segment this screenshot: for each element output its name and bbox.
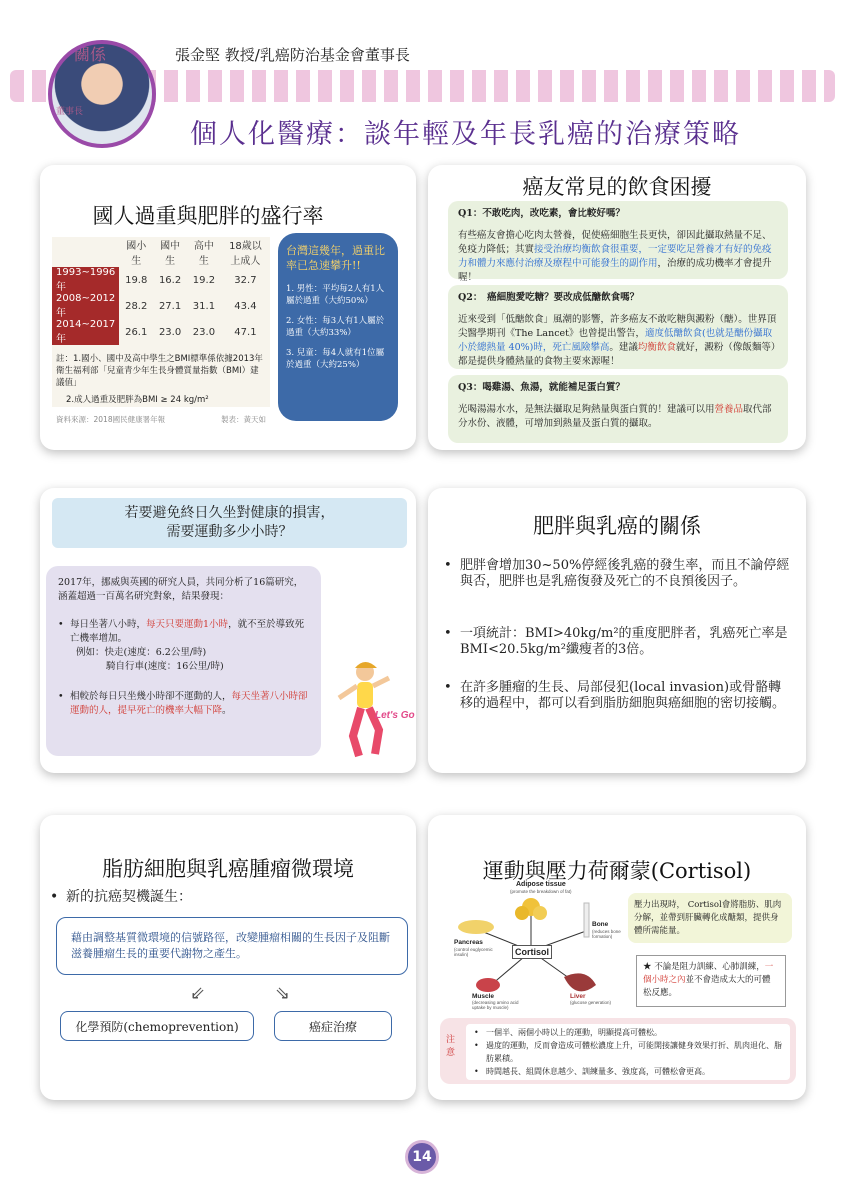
- caution-panel: [440, 1018, 796, 1084]
- caution-item: • 時間越長、組間休息越少、訓練量多、強度高，可體松會更高。: [474, 1067, 710, 1076]
- finding-highlight: 每天只要運動1小時: [146, 619, 229, 630]
- callout-item: 2. 女性：每3人有1人屬於過重（大約33%）: [286, 316, 385, 338]
- exercise-duration-note: [636, 955, 786, 1007]
- table-maker: 製表：黃天如: [221, 415, 266, 424]
- label-bone: Bone: [592, 921, 609, 928]
- card3-title: [52, 498, 407, 548]
- lets-go-badge: Let's Go: [375, 710, 415, 721]
- label-muscle-sub: (decreasing amino acid uptake by muscle): [472, 1000, 519, 1010]
- cortisol-diagram: [436, 881, 626, 1013]
- author-name: 張金堅 教授/乳癌防治基金會董事長: [175, 46, 410, 64]
- table-cell: 27.1: [158, 300, 182, 312]
- question-3: Q3：喝雞湯、魚湯，就能補足蛋白質？: [458, 382, 625, 393]
- obesity-bullet-3: • 在許多腫瘤的生長、局部侵犯(local invasion)或骨骼轉移的過程中，都可以看到脂肪細胞與癌細胞的密切接觸。: [460, 680, 792, 712]
- card4-title: 肥胖與乳癌的關係: [533, 514, 701, 538]
- card-fat-cell-microenvironment: [40, 815, 416, 1100]
- row-label: 2008~2012年: [52, 293, 119, 319]
- label-pancreas: Pancreas: [454, 939, 483, 946]
- author-avatar: [48, 40, 156, 148]
- table-cell: 31.1: [192, 300, 216, 312]
- note-highlight: 一個小時之內: [643, 962, 774, 985]
- caution-item: • 過度的運動，反而會造成可體松濃度上升，可能開接讓健身效果打折、肌肉退化、脂肪累積。: [474, 1041, 782, 1063]
- overweight-callout: [278, 233, 398, 421]
- qa-box-3: [448, 375, 788, 443]
- table-note-2: 2.成人過重及肥胖為BMI ≥ 24 kg/m²: [66, 395, 209, 405]
- finding-2: • 相較於每日只坐幾小時卻不運動的人，每天坐著八小時卻運動的人，提早死亡的機率大幅下降。: [58, 691, 308, 716]
- label-bone-sub: (reduces bone formation): [592, 929, 621, 939]
- label-liver: Liver: [570, 993, 586, 1000]
- col-header: 18歲以上成人: [229, 241, 262, 267]
- table-cell: 16.2: [158, 274, 182, 286]
- page-number: 14: [405, 1140, 439, 1174]
- new-opportunity-bullet: • 新的抗癌契機誕生：: [66, 889, 192, 905]
- answer-highlight: 接受治療均衡飲食很重要，一定要吃足營養才有好的免疫力和體力來應付治療及療程中可能發生的副作用: [458, 244, 772, 269]
- answer-highlight: 營養品: [714, 404, 744, 415]
- note-text: ★ 不論是阻力訓練、心肺訓練，: [643, 962, 765, 972]
- prevalence-table-panel: [52, 237, 270, 424]
- caution-text: 一個半、兩個小時以上的運動，明顯提高可體松。: [486, 1028, 662, 1037]
- answer-text: 近來受到「低醣飲食」風潮的影響，許多癌友不敢吃糖與澱粉（醣）。世界頂尖醫學期刊《The Lancet》也曾提出警告，: [458, 314, 777, 339]
- answer-highlight: 適度低醣飲食(也就是醣份攝取小於總熱量 40%)時，死亡風險攀高: [458, 328, 773, 353]
- chemoprevention-pill: 化學預防(chemoprevention): [60, 1011, 254, 1041]
- answer-text: 。建議: [609, 342, 638, 353]
- card1-title: 國人過重與肥胖的盛行率: [92, 204, 324, 228]
- table-note-1: 註：1.國小、國中及高中學生之BMI標準係依據2013年衛生福利部「兒童青少年生長身體質量指數（BMI）建議值」: [56, 354, 263, 388]
- note-text: 並不會造成太大的可體松反應。: [643, 975, 771, 998]
- answer-highlight: 均衡飲食: [637, 342, 676, 353]
- arrow-down-right-icon: ⇘: [275, 983, 291, 1004]
- answer-text: 光喝湯湯水水，是無法攝取足夠熱量與蛋白質的！建議可以用: [458, 404, 715, 415]
- finding-1: • 每日坐著八小時，每天只要運動1小時，就不至於導致死亡機率增加。 例如：快走(速度：6.2公里/時) 騎自行車(速度：16公里/時): [58, 618, 309, 674]
- finding-text: 每日坐著八小時，: [70, 619, 147, 630]
- obesity-bullet-1: • 肥胖會增加30~50%停經後乳癌的發生率，而且不論停經與否，肥胖也是乳癌復發及死亡的不良預後因子。: [460, 558, 792, 590]
- row-label: 2014~2017年: [52, 319, 119, 345]
- card-sitting-exercise: [40, 488, 416, 773]
- obesity-bullet-2: • 一項統計：BMI>40kg/m²的重度肥胖者，乳癌死亡率是BMI<20.5kg/m²纖瘦者的3倍。: [460, 626, 792, 658]
- answer-text: ，治療的成功機率才會提升喔！: [458, 258, 772, 283]
- card-diet-concerns: [428, 165, 806, 450]
- study-findings-panel: [46, 566, 321, 756]
- table-cell: 19.8: [125, 274, 148, 286]
- caution-item: • 一個半、兩個小時以上的運動，明顯提高可體松。: [474, 1028, 662, 1037]
- card6-title: 運動與壓力荷爾蒙(Cortisol): [482, 859, 752, 883]
- question-2: Q2： 癌細胞愛吃糖？要改成低醣飲食嗎？: [458, 292, 640, 303]
- example-2: 騎自行車(速度：16公里/時): [106, 661, 224, 672]
- qa-box-1: [448, 201, 788, 283]
- label-liver-sub: (glucose generation): [570, 1000, 612, 1005]
- page-title: 個人化醫療：談年輕及年長乳癌的治療策略: [190, 119, 741, 150]
- microenvironment-box: 藉由調整基質微環境的信號路徑，改變腫瘤相關的生長因子及阻斷滋養腫瘤生長的重要代謝物之產生。: [56, 917, 408, 975]
- answer-text: 就好，澱粉（像飯麵等）都是提供身體熱量的食物主要來源喔！: [458, 342, 776, 367]
- callout-item: 1. 男性：平均每2人有1人屬於過重（大約50%）: [286, 284, 385, 306]
- prevalence-table: [52, 237, 270, 345]
- col-header: 國小生: [126, 241, 147, 267]
- table-cell: 19.2: [192, 274, 216, 286]
- col-header: 高中生: [193, 241, 214, 267]
- card-exercise-cortisol: [428, 815, 806, 1100]
- row-label: 1993~1996年: [52, 267, 119, 293]
- finding-text: ，就不至於導致死亡機率增加。: [70, 619, 305, 644]
- table-cell: 23.0: [158, 326, 182, 338]
- table-cell: 26.1: [125, 326, 148, 338]
- answer-text: 取代部分水份、液體，可增加到熱量及蛋白質的攝取。: [458, 404, 772, 429]
- card-overweight-prevalence: [40, 165, 416, 450]
- study-intro: 2017年，挪威與英國的研究人員，共同分析了16篇研究，涵蓋超過一百萬名研究對象，結果發現：: [58, 577, 304, 602]
- table-cell: 47.1: [234, 326, 257, 338]
- label-muscle: Muscle: [472, 993, 495, 1000]
- answer-text: 有些癌友會擔心吃肉太營養，促使癌細胞生長更快，卻因此攝取熱量不足、免疫力降低；其實: [458, 230, 772, 255]
- callout-item: 3. 兒童：每4人就有1位屬於過重（大約25%）: [286, 348, 385, 370]
- table-cell: 32.7: [234, 274, 257, 286]
- avatar-caption-bottom: 董事長: [56, 107, 84, 117]
- label-adipose: Adipose tissue: [516, 881, 566, 888]
- question-1: Q1：不敢吃肉，改吃素，會比較好嗎？: [458, 208, 625, 219]
- finding-text: 相較於每日只坐幾小時卻不運動的人，: [70, 691, 232, 702]
- caution-text: 時間越長、組間休息越少、訓練量多、強度高，可體松會更高。: [486, 1067, 710, 1076]
- finding-highlight: 每天坐著八小時卻運動的人，提早死亡的機率大幅下降: [70, 691, 308, 716]
- table-cell: 23.0: [192, 326, 216, 338]
- arrow-down-left-icon: ⇙: [190, 983, 206, 1004]
- card-obesity-breast-cancer: [428, 488, 806, 773]
- card2-title: 癌友常見的飲食困擾: [522, 175, 712, 199]
- caution-text: 過度的運動，反而會造成可體松濃度上升，可能開接讓健身效果打折、肌肉退化、脂肪累積。: [486, 1041, 782, 1063]
- cancer-treatment-pill: 癌症治療: [274, 1011, 392, 1041]
- qa-box-2: [448, 285, 788, 369]
- label-pancreas-sub: (control euglycemic insulin): [454, 947, 493, 957]
- callout-title: 台灣這幾年，過重比率已急速攀升!!: [286, 244, 385, 272]
- card3-title-line2: 需要運動多少小時？: [166, 524, 293, 540]
- table-cell: 28.2: [125, 300, 148, 312]
- label-adipose-sub: (promote the breakdown of fat): [510, 889, 572, 894]
- avatar-caption-top: 關係: [74, 45, 107, 64]
- caution-label: 注意: [446, 1035, 456, 1058]
- table-source: 資料來源：2018國民健康署年報: [56, 415, 166, 424]
- label-cortisol: Cortisol: [512, 945, 552, 959]
- card3-title-line1: 若要避免終日久坐對健康的損害，: [124, 505, 335, 521]
- example-1: 例如：快走(速度：6.2公里/時): [76, 647, 207, 658]
- table-cell: 43.4: [234, 300, 257, 312]
- cortisol-note: 壓力出現時， Cortisol會將脂肪、肌肉分解，並帶到肝臟轉化成醣類，提供身體所需能量。: [628, 893, 792, 943]
- col-header: 國中生: [160, 241, 181, 267]
- card5-title: 脂肪細胞與乳癌腫瘤微環境: [102, 857, 354, 881]
- finding-text: 。: [222, 705, 232, 716]
- caution-list: [466, 1024, 790, 1080]
